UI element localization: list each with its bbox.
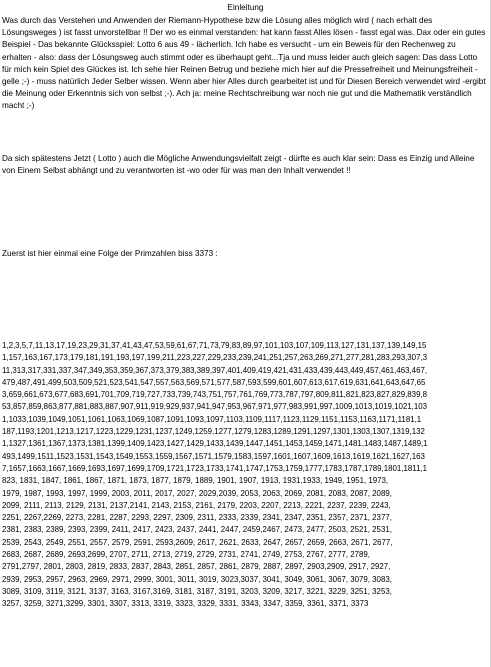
- prime-line: 1979, 1987, 1993, 1997, 1999, 2003, 2011, 2017, 2027, 2029,2039, 2053, 2063, 2069, 2081, 2083, 2087, 2089,: [2, 488, 392, 498]
- prime-sequence-intro: Zuerst ist hier einmal eine Folge der Primzahlen biss 3373 :: [2, 249, 218, 258]
- prime-line: 2791,2797, 2801, 2803, 2819, 2833, 2837, 2843, 2851, 2857, 2861, 2879, 2887, 2897, 2903,2909, 2917, 2927,: [2, 562, 391, 572]
- prime-line: 3257, 3259, 3271,3299, 3301, 3307, 3313, 3319, 3323, 3329, 3331, 3343, 3347, 3359, 3361, 3371, 3373: [2, 599, 369, 609]
- prime-line: 479,487,491,499,503,509,521,523,541,547,557,563,569,571,577,587,593,599,601,607,613,617,619,631,641,643,647,65: [2, 377, 426, 387]
- prime-line: 3,659,661,673,677,683,691,701,709,719,727,733,739,743,751,757,761,769,773,787,797,809,811,821,823,827,829,839,8: [2, 390, 428, 400]
- prime-line: 1,2,3,5,7,11,13,17,19,23,29,31,37,41,43,47,53,59,61,67,71,73,79,83,89,97,101,103,107,109,113,127,131,137,139,149,15: [2, 341, 427, 350]
- application-paragraph: Da sich spätestens Jetzt ( Lotto ) auch die Mögliche Anwendungsvielfalt zeigt - dürfte es auch klar sein: Dass es Einzig und Alleine von Einem Selbst abhängt und zu verantworten ist -wo oder für was man den Inhalt verwendet !!: [2, 154, 475, 176]
- prime-line: 493,1499,1511,1523,1531,1543,1549,1553,1559,1567,1571,1579,1583,1597,1601,1607,1609,1613,1619,1621,1627,163: [2, 451, 425, 461]
- prime-line: 2381, 2383, 2389, 2393, 2399, 2411, 2417, 2423, 2437, 2441, 2447, 2459,2467, 2473, 2477, 2503, 2521, 2531,: [2, 525, 392, 535]
- prime-line: 1,157,163,167,173,179,181,191,193,197,199,211,223,227,229,233,239,241,251,257,263,269,271,277,281,283,293,307,3: [2, 353, 428, 363]
- prime-line: 2939, 2953, 2957, 2963, 2969, 2971, 2999, 3001, 3011, 3019, 3023,3037, 3041, 3049, 3061, 3067, 3079, 3083,: [2, 574, 392, 584]
- intro-paragraph: Was durch das Verstehen und Anwenden der Riemann-Hypothese bzw die Lösung alles möglich wird ( nach erhalt des Lösungsweges ) ist fasst unvorstellbar !! Der wo es einmal verstanden: hat kann fasst Alles lösen - fasst egal was. Dax oder ein gutes Beispiel - Das bekannte Glücksspiel: Lotto 6 aus 49 - lächerlich. Ich habe es versucht - um ein Beweis für den Rechenweg zu erhalten - also: dass der Lösungsweg auch stimmt oder es überhaupt geht...Tja und muss leider auch gleich sagen: Das dass Lotto für mich kein Spiel des Glückes ist. Ich sehe hier Reinen Betrug und beziehe mich hier auf die Pressefreiheit und Meinungsfreiheit - gelle ;-) - muss natürlich Jeder Selber wissen. Wenn aber hier Alles durch gearbeitet ist und für Diesen Bereich verwendet wird -ergibt die Meinung oder Erkenntnis sich von selbst ;-). Ach ja: meine Rechtschreibung war noch nie gut und die Mathematik verständlich macht ;-): [2, 16, 486, 111]
- document-title: Einleitung: [227, 3, 264, 12]
- prime-line: 3089, 3109, 3119, 3121, 3137, 3163, 3167,3169, 3181, 3187, 3191, 3203, 3209, 3217, 3221, 3229, 3251, 3253,: [2, 586, 392, 596]
- prime-line: 2251, 2267,2269, 2273, 2281, 2287, 2293, 2297, 2309, 2311, 2333, 2339, 2341, 2347, 2351, 2357, 2371, 2377,: [2, 513, 392, 523]
- prime-line: 2683, 2687, 2689, 2693,2699, 2707, 2711, 2713, 2719, 2729, 2731, 2741, 2749, 2753, 2767, 2777, 2789,: [2, 550, 370, 560]
- prime-line: 7,1657,1663,1667,1669,1693,1697,1699,1709,1721,1723,1733,1741,1747,1753,1759,1777,1783,1787,1789,1801,1811,1: [2, 463, 428, 473]
- prime-line: 187,1193,1201,1213,1217,1223,1229,1231,1237,1249,1259,1277,1279,1283,1289,1291,1297,1301,1303,1307,1319,132: [2, 427, 425, 437]
- prime-line: 1,1327,1361,1367,1373,1381,1399,1409,1423,1427,1429,1433,1439,1447,1451,1453,1459,1471,1481,1483,1487,1489,1: [2, 439, 428, 449]
- prime-line: 53,857,859,863,877,881,883,887,907,911,919,929,937,941,947,953,967,971,977,983,991,997,1009,1013,1019,1021,103: [2, 402, 428, 412]
- prime-line: 2099, 2111, 2113, 2129, 2131, 2137,2141, 2143, 2153, 2161, 2179, 2203, 2207, 2213, 2221, 2237, 2239, 2243,: [2, 500, 391, 510]
- prime-line: 823, 1831, 1847, 1861, 1867, 1871, 1873, 1877, 1879, 1889, 1901, 1907, 1913, 1931,1933, 1949, 1951, 1973,: [2, 476, 389, 486]
- prime-line: 1,1033,1039,1049,1051,1061,1063,1069,1087,1091,1093,1097,1103,1109,1117,1123,1129,1151,1153,1163,1171,1181,1: [2, 414, 422, 424]
- prime-line: 2539, 2543, 2549, 2551, 2557, 2579, 2591, 2593,2609, 2617, 2621, 2633, 2647, 2657, 2659, 2663, 2671, 2677,: [2, 537, 393, 547]
- prime-number-list: [2, 340, 486, 611]
- prime-line: 11,313,317,331,337,347,349,353,359,367,373,379,383,389,397,401,409,419,421,431,433,439,443,449,457,461,463,467,: [2, 365, 428, 375]
